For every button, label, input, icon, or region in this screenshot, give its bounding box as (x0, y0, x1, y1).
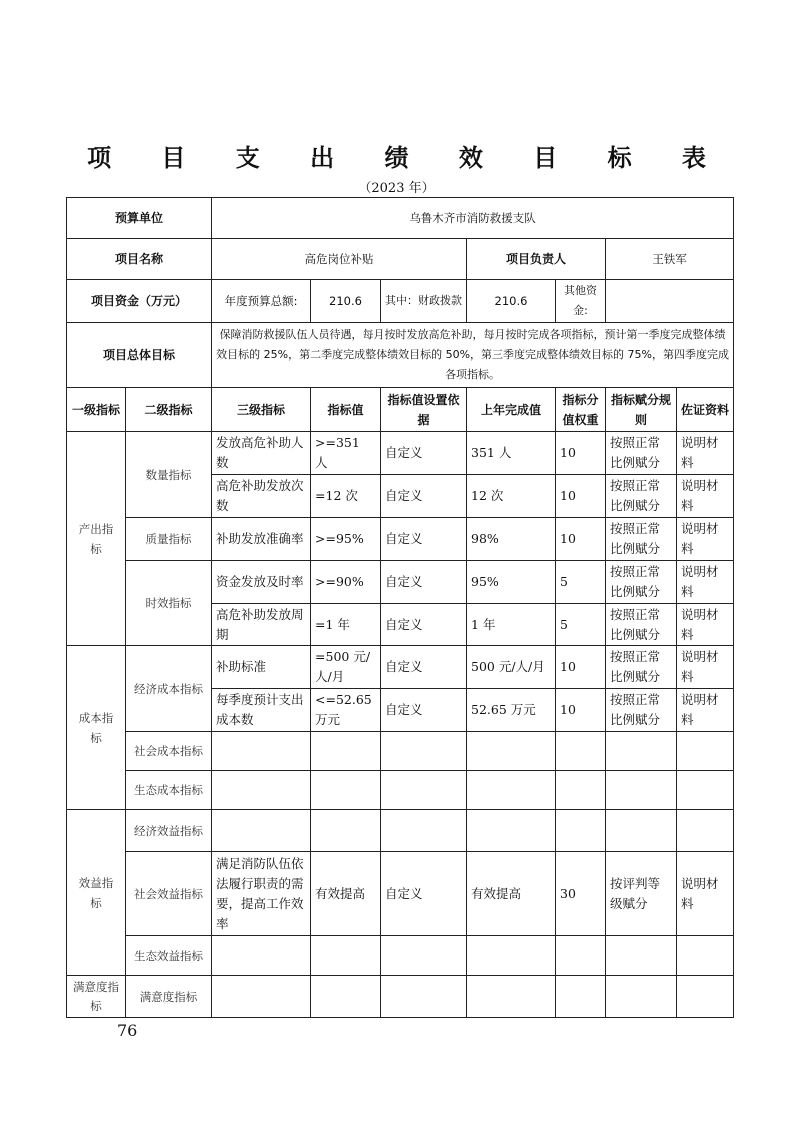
indicator-basis: 自定义 (381, 604, 467, 646)
indicator-value: =1 年 (311, 604, 381, 646)
indicator-rule: 按照正常比例赋分 (606, 646, 677, 689)
indicator-basis: 自定义 (381, 852, 467, 936)
indicator-rule: 按照正常比例赋分 (606, 689, 677, 732)
table-row (67, 852, 734, 936)
indicator-basis: 自定义 (381, 475, 467, 518)
indicator-rule: 按照正常比例赋分 (606, 604, 677, 646)
project-owner-label: 项目负责人 (467, 239, 606, 280)
table-row (67, 646, 734, 689)
col-header-level2: 二级指标 (126, 388, 212, 432)
level1-satisfaction: 满意度指标 (67, 976, 126, 1018)
indicator-weight: 10 (556, 475, 606, 518)
indicator-name: 发放高危补助人数 (212, 432, 311, 475)
col-header-level1: 一级指标 (67, 388, 126, 432)
year-label: （2023 年） (358, 181, 435, 196)
level2-economic-benefit: 经济效益指标 (126, 810, 212, 852)
indicator-last-year: 52.65 万元 (467, 689, 556, 732)
fiscal-funds-value: 210.6 (467, 280, 556, 323)
level2-quantity: 数量指标 (126, 432, 212, 518)
indicator-value: =12 次 (311, 475, 381, 518)
budget-unit-value: 乌鲁木齐市消防救援支队 (212, 198, 734, 239)
indicator-name: 高危补助发放次数 (212, 475, 311, 518)
level2-timeliness: 时效指标 (126, 561, 212, 646)
indicator-rule: 按照正常比例赋分 (606, 518, 677, 561)
col-header-evidence: 佐证资料 (677, 388, 734, 432)
indicator-last-year: 98% (467, 518, 556, 561)
col-header-weight: 指标分值权重 (556, 388, 606, 432)
indicator-evidence: 说明材料 (677, 561, 734, 604)
indicator-basis: 自定义 (381, 518, 467, 561)
indicator-name: 每季度预计支出成本数 (212, 689, 311, 732)
indicator-value: =500 元/人/月 (311, 646, 381, 689)
indicator-weight: 5 (556, 561, 606, 604)
page-number: 76 (117, 1021, 138, 1040)
indicator-evidence: 说明材料 (677, 646, 734, 689)
project-name-value: 高危岗位补贴 (212, 239, 467, 280)
indicator-weight: 10 (556, 518, 606, 561)
indicator-name: 高危补助发放周期 (212, 604, 311, 646)
indicator-weight: 10 (556, 689, 606, 732)
level2-satisfaction: 满意度指标 (126, 976, 212, 1018)
indicator-name: 补助标准 (212, 646, 311, 689)
col-header-rule: 指标赋分规则 (606, 388, 677, 432)
col-header-value: 指标值 (311, 388, 381, 432)
level1-output: 产出指标 (67, 432, 126, 646)
level1-benefit: 效益指标 (67, 810, 126, 976)
row-project-name (67, 239, 734, 280)
budget-unit-label: 预算单位 (67, 198, 212, 239)
indicator-last-year: 95% (467, 561, 556, 604)
row-project-funds (67, 280, 734, 323)
level2-economic-cost: 经济成本指标 (126, 646, 212, 732)
indicator-last-year: 12 次 (467, 475, 556, 518)
project-name-label: 项目名称 (67, 239, 212, 280)
table-row (67, 732, 734, 771)
project-owner-value: 王铁军 (606, 239, 734, 280)
col-header-last-year: 上年完成值 (467, 388, 556, 432)
level2-quality: 质量指标 (126, 518, 212, 561)
indicator-evidence: 说明材料 (677, 475, 734, 518)
level2-eco-benefit: 生态效益指标 (126, 936, 212, 976)
row-budget-unit (67, 198, 734, 239)
annual-budget-value: 210.6 (311, 280, 381, 323)
table-row (67, 561, 734, 604)
indicator-value: >=351 人 (311, 432, 381, 475)
row-overall-goal (67, 323, 734, 388)
table-row (67, 432, 734, 475)
level1-cost: 成本指标 (67, 646, 126, 810)
table-row (67, 810, 734, 852)
indicator-weight: 30 (556, 852, 606, 936)
indicator-last-year: 351 人 (467, 432, 556, 475)
indicator-basis: 自定义 (381, 561, 467, 604)
indicator-value: 有效提高 (311, 852, 381, 936)
indicator-weight: 10 (556, 646, 606, 689)
indicator-evidence: 说明材料 (677, 518, 734, 561)
indicator-weight: 5 (556, 604, 606, 646)
indicator-evidence: 说明材料 (677, 604, 734, 646)
col-header-level3: 三级指标 (212, 388, 311, 432)
indicator-rule: 按照正常比例赋分 (606, 475, 677, 518)
indicator-rule: 按照正常比例赋分 (606, 561, 677, 604)
overall-goal-label: 项目总体目标 (67, 323, 212, 388)
indicator-name: 补助发放准确率 (212, 518, 311, 561)
indicator-weight: 10 (556, 432, 606, 475)
level2-eco-cost: 生态成本指标 (126, 771, 212, 810)
indicator-last-year: 有效提高 (467, 852, 556, 936)
indicator-rule: 按评判等级赋分 (606, 852, 677, 936)
table-row (67, 976, 734, 1018)
overall-goal-text: 保障消防救援队伍人员待遇，每月按时发放高危补助，每月按时完成各项指标，预计第一季度完成整体绩效目标的 25%，第二季度完成整体绩效目标的 50%，第三季度完成整体绩效目标的 75%，第四季度完成各项指标。 (212, 323, 734, 388)
fiscal-funds-label: 其中：财政拨款 (381, 280, 467, 323)
table-row (67, 936, 734, 976)
table-row (67, 518, 734, 561)
project-funds-label: 项目资金（万元） (67, 280, 212, 323)
indicator-name: 满足消防队伍依法履行职责的需要，提高工作效率 (212, 852, 311, 936)
other-funds-value (606, 280, 734, 323)
indicator-basis: 自定义 (381, 646, 467, 689)
indicator-name: 资金发放及时率 (212, 561, 311, 604)
table-row (67, 771, 734, 810)
indicator-last-year: 500 元/人/月 (467, 646, 556, 689)
indicator-basis: 自定义 (381, 689, 467, 732)
indicator-value: <=52.65 万元 (311, 689, 381, 732)
indicator-value: >=95% (311, 518, 381, 561)
indicator-last-year: 1 年 (467, 604, 556, 646)
indicator-evidence: 说明材料 (677, 689, 734, 732)
level2-social-benefit: 社会效益指标 (126, 852, 212, 936)
col-header-basis: 指标值设置依据 (381, 388, 467, 432)
indicator-value: >=90% (311, 561, 381, 604)
indicator-rule: 按照正常比例赋分 (606, 432, 677, 475)
performance-table (66, 197, 734, 1018)
other-funds-label: 其他资金: (556, 280, 606, 323)
level2-social-cost: 社会成本指标 (126, 732, 212, 771)
page-title: 项 目 支 出 绩 效 目 标 表 (87, 143, 727, 172)
column-header-row (67, 388, 734, 432)
indicator-evidence: 说明材料 (677, 432, 734, 475)
indicator-evidence: 说明材料 (677, 852, 734, 936)
annual-budget-label: 年度预算总额: (212, 280, 311, 323)
indicator-basis: 自定义 (381, 432, 467, 475)
